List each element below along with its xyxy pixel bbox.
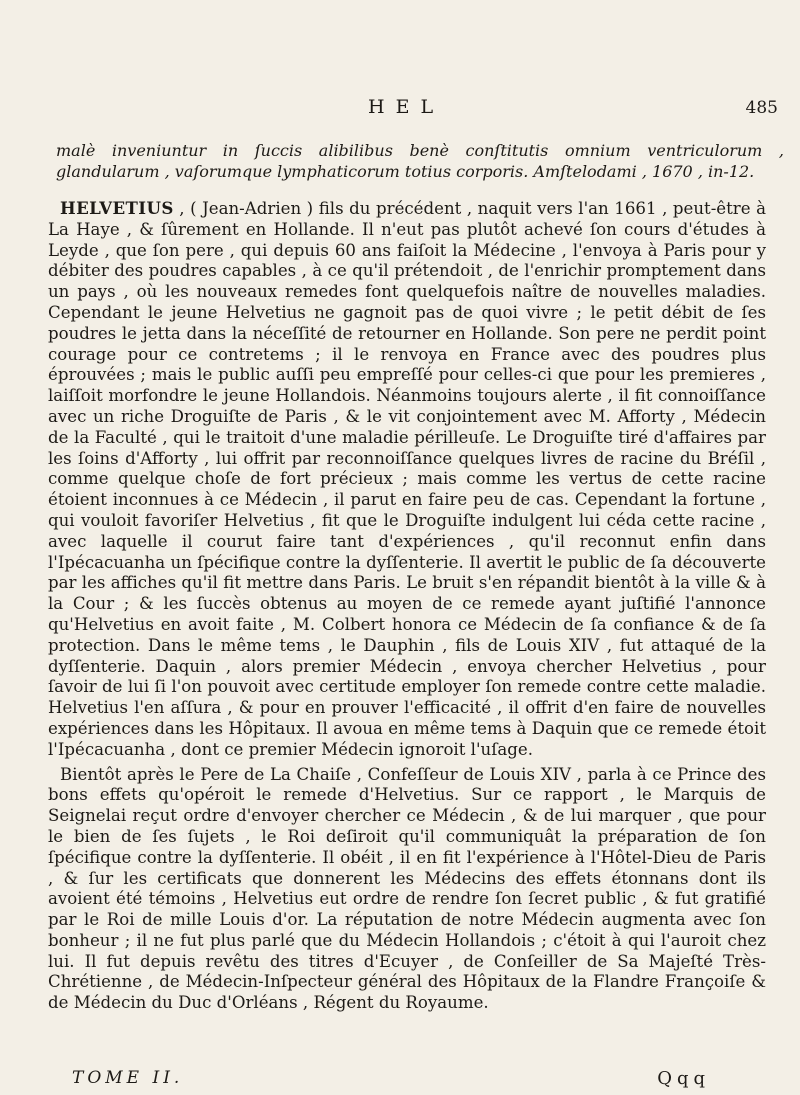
- entry-headword: HELVETIUS: [60, 198, 174, 218]
- previous-entry-ending: malè inveniuntur in ſuccis alibilibus benè conſtitutis omnium ventriculorum , glandularum , vaſorumque lymphaticorum totius corporis. Amſtelodami , 1670 , in-12.: [56, 141, 784, 181]
- running-head-title: HEL: [368, 96, 445, 118]
- page-footer: [58, 1068, 758, 1094]
- running-head: [48, 96, 778, 126]
- volume-label: TOME II.: [72, 1068, 184, 1088]
- dictionary-entry: [48, 198, 766, 1014]
- page-number: 485: [745, 98, 778, 118]
- entry-paragraph-2: Bientôt après le Pere de La Chaiſe , Confeſſeur de Louis XIV , parla à ce Prince des bons effets qu'opéroit le remede d'Helvetius. Sur ce rapport , le Marquis de Seignelai reçut ordre d'envoyer chercher ce Médecin , & de lui marquer , que pour le bien de ſes ſujets , le Roi deſiroit qu'il communiquât la préparation de ſon ſpécifique contre la dyſſenterie. Il obéit , il en fit l'expérience à l'Hôtel-Dieu de Paris , & ſur les certificats que donnerent les Médecins des effets étonnans dont ils avoient été témoins , Helvetius eut ordre de rendre ſon ſecret public , & fut gratifié par le Roi de mille Louis d'or. La réputation de notre Médecin augmenta avec ſon bonheur ; il ne fut plus parlé que du Médecin Hollandois ; c'étoit à qui l'auroit chez lui. Il fut depuis revêtu des titres d'Ecuyer , de Conſeiller de Sa Majeſté Très-Chrétienne , de Médecin-Inſpecteur général des Hôpitaux de la Flandre Françoiſe & de Médecin du Duc d'Orléans , Régent du Royaume.: [48, 764, 766, 1013]
- entry-paragraph-1: [48, 198, 766, 761]
- entry-paragraph-1-text: , ( Jean-Adrien ) fils du précédent , naquit vers l'an 1661 , peut-être à La Haye , & ſûrement en Hollande. Il n'eut pas plutôt achevé ſon cours d'études à Leyde , que ſon pere , qui depuis 60 ans faiſoit la Médecine , l'envoya à Paris pour y débiter des poudres capables , à ce qu'il prétendoit , de l'enrichir promptement dans un pays , où les nouveaux remedes font quelquefois naître de nouvelles maladies. Cependant le jeune Helvetius ne gagnoit pas de quoi vivre ; le petit débit de ſes poudres le jetta dans la néceſſité de retourner en Hollande. Son pere ne perdit point courage pour ce contretems ; il le renvoya en France avec des poudres plus éprouvées ; mais le public auſſi peu empreſſé pour celles-ci que pour les premieres , laiſſoit morfondre le jeune Hollandois. Néanmoins toujours alerte , il fit connoiſſance avec un riche Droguiſte de Paris , & le vit conjointement avec M. Afforty , Médecin de la Faculté , qui le traitoit d'une maladie périlleuſe. Le Droguiſte tiré d'affaires par les ſoins d'Afforty , lui offrit par reconnoiſſance quelques livres de racine du Bréſil , comme quelque choſe de fort précieux ; mais comme les vertus de cette racine étoient inconnues à ce Médecin , il parut en faire peu de cas. Cependant la fortune , qui vouloit favoriſer Helvetius , fit que le Droguiſte indulgent lui céda cette racine , avec laquelle il courut faire tant d'expériences , qu'il reconnut enfin dans l'Ipécacuanha un ſpécifique contre la dyſſenterie. Il avertit le public de ſa découverte par les affiches qu'il fit mettre dans Paris. Le bruit s'en répandit bientôt à la ville & à la Cour ; & les ſuccès obtenus au moyen de ce remede ayant juſtifié l'annonce qu'Helvetius en avoit faite , M. Colbert honora ce Médecin de ſa confiance & de ſa protection. Dans le même tems , le Dauphin , fils de Louis XIV , fut attaqué de la dyſſenterie. Daquin , alors premier Médecin , envoya chercher Helvetius , pour ſavoir de lui ſi l'on pouvoit avec certitude employer ſon remede contre cette maladie. Helvetius l'en aſſura , & pour en prouver l'efficacité , il offrit d'en faire de nouvelles expériences dans les Hôpitaux. Il avoua en même tems à Daquin que ce remede étoit l'Ipécacuanha , dont ce premier Médecin ignoroit l'uſage.: [48, 199, 766, 759]
- signature-mark: Qqq: [657, 1068, 710, 1089]
